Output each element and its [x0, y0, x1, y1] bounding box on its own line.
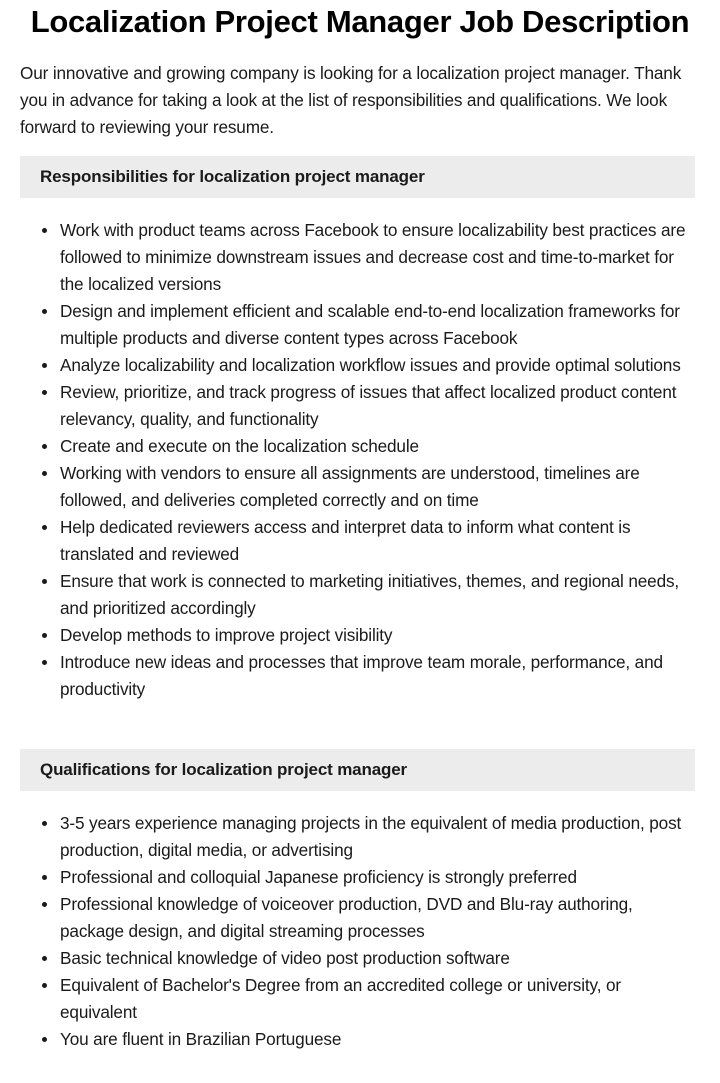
bullet-icon [42, 660, 47, 665]
list-item: Help dedicated reviewers access and interpret data to inform what content is translated and reviewed [60, 514, 700, 568]
bullet-icon [42, 228, 47, 233]
bullet-icon [42, 633, 47, 638]
bullet-icon [42, 444, 47, 449]
list-item: Review, prioritize, and track progress of issues that affect localized product content relevancy, quality, and functionality [60, 379, 700, 433]
list-item: You are fluent in Brazilian Portuguese [60, 1026, 700, 1053]
list-item: Basic technical knowledge of video post production software [60, 945, 700, 972]
bullet-icon [42, 902, 47, 907]
bullet-icon [42, 525, 47, 530]
list-item: Professional and colloquial Japanese proficiency is strongly preferred [60, 864, 700, 891]
bullet-icon [42, 875, 47, 880]
bullet-icon [42, 471, 47, 476]
list-item: Working with vendors to ensure all assignments are understood, timelines are followed, and deliveries completed correctly and on time [60, 460, 700, 514]
bullet-icon [42, 983, 47, 988]
qualifications-heading: Qualifications for localization project manager [20, 749, 695, 791]
bullet-icon [42, 821, 47, 826]
bullet-icon [42, 956, 47, 961]
intro-paragraph: Our innovative and growing company is looking for a localization project manager. Thank you in advance for taking a look at the list of responsibilities and qualifications. We look forward to reviewing your resume. [20, 63, 682, 137]
bullet-icon [42, 363, 47, 368]
responsibilities-heading: Responsibilities for localization project manager [20, 156, 695, 198]
list-item: 3-5 years experience managing projects in the equivalent of media production, post production, digital media, or advertising [60, 810, 700, 864]
list-item: Professional knowledge of voiceover production, DVD and Blu-ray authoring, package design, and digital streaming processes [60, 891, 700, 945]
bullet-icon [42, 309, 47, 314]
bullet-icon [42, 1037, 47, 1042]
list-item: Design and implement efficient and scalable end-to-end localization frameworks for multiple products and diverse content types across Facebook [60, 298, 700, 352]
list-item: Ensure that work is connected to marketing initiatives, themes, and regional needs, and prioritized accordingly [60, 568, 700, 622]
list-item: Introduce new ideas and processes that improve team morale, performance, and productivity [60, 649, 700, 703]
bullet-icon [42, 390, 47, 395]
list-item: Create and execute on the localization schedule [60, 433, 700, 460]
list-item: Develop methods to improve project visibility [60, 622, 700, 649]
list-item: Equivalent of Bachelor's Degree from an accredited college or university, or equivalent [60, 972, 700, 1026]
bullet-icon [42, 579, 47, 584]
page-title: Localization Project Manager Job Description [30, 4, 690, 39]
list-item: Work with product teams across Facebook to ensure localizability best practices are followed to minimize downstream issues and decrease cost and time-to-market for the localized versions [60, 217, 700, 298]
list-item: Analyze localizability and localization workflow issues and provide optimal solutions [60, 352, 700, 379]
responsibilities-list [20, 217, 700, 703]
qualifications-list [20, 810, 700, 1053]
